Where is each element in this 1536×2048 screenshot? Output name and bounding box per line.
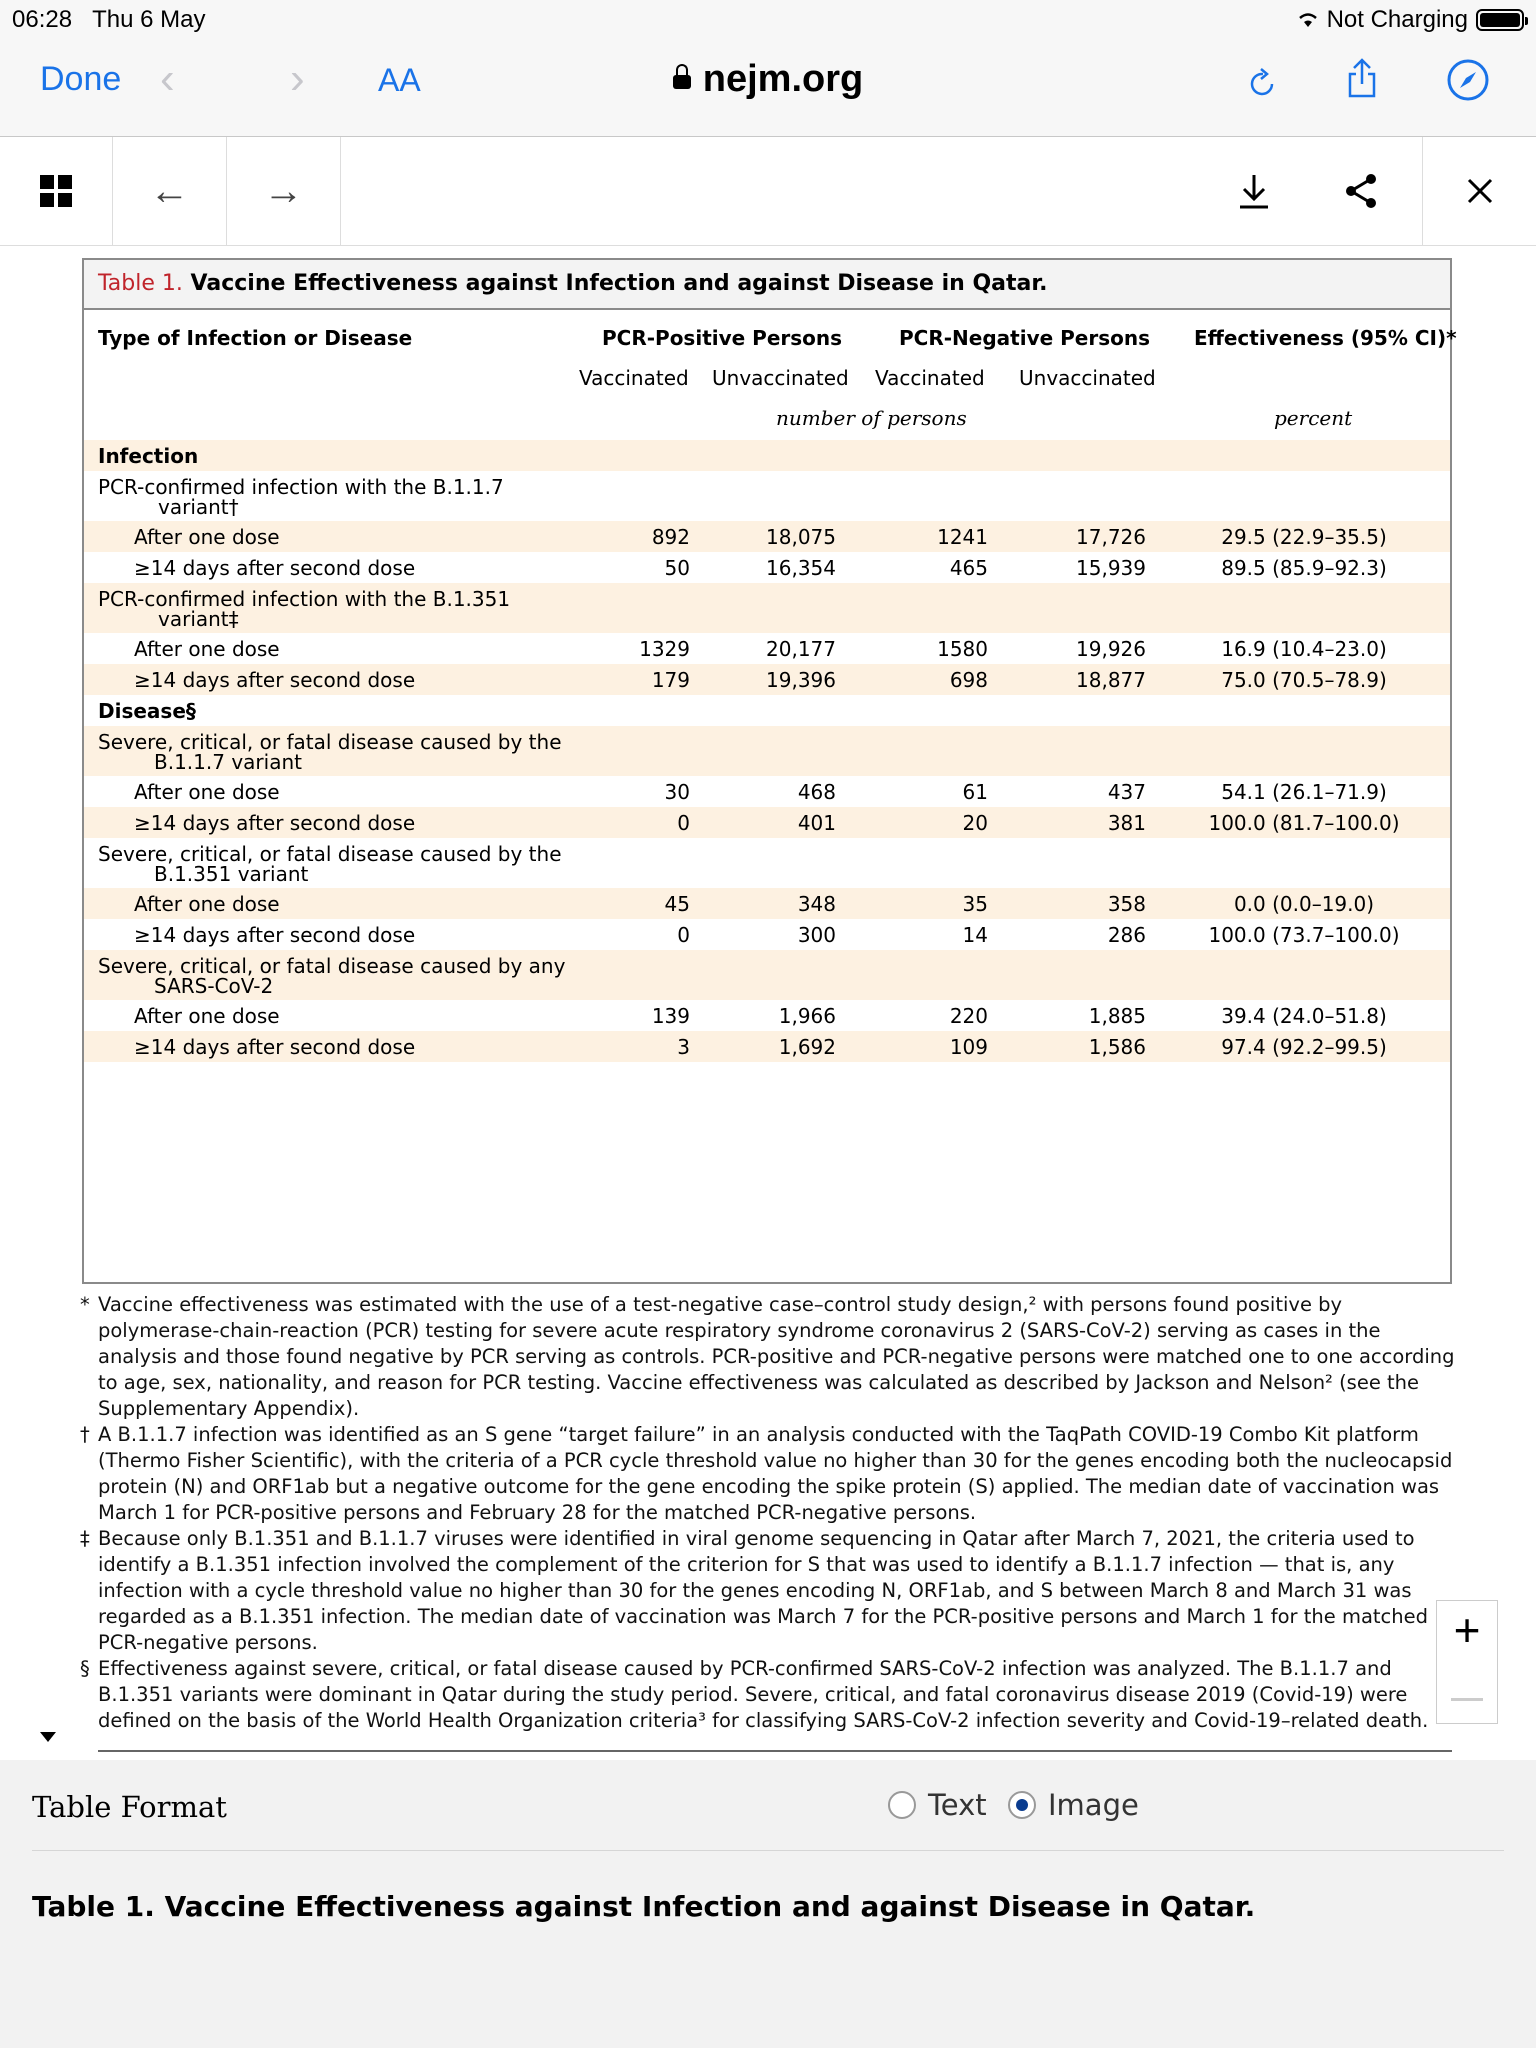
next-button[interactable]: [227, 137, 341, 245]
col-header-pcr-positive: PCR-Positive Persons: [602, 326, 843, 350]
table-cell: 179: [651, 668, 690, 692]
radio-image[interactable]: [1008, 1788, 1139, 1822]
grid-icon: [40, 175, 72, 207]
footnote-mark: ‡: [80, 1527, 90, 1550]
table-image: [82, 258, 1457, 1284]
subheader-vaccinated: Vaccinated: [875, 366, 985, 390]
download-icon[interactable]: [1236, 171, 1272, 211]
table-cell: 30: [664, 780, 690, 804]
row-label: Disease§: [98, 699, 196, 723]
table-cell: 437: [1107, 780, 1146, 804]
row-label: ≥14 days after second dose: [134, 1035, 416, 1059]
table-row: [84, 726, 1450, 776]
table-row: [84, 1031, 1450, 1062]
row-label: PCR-confirmed infection with the B.1.1.7: [98, 475, 504, 499]
row-label: After one dose: [134, 1004, 280, 1028]
table-cell: 19,926: [1076, 637, 1146, 661]
table-row: [84, 440, 1450, 471]
table-caption: Table 1. Vaccine Effectiveness against Infection and against Disease in Qatar.: [32, 1890, 1256, 1923]
table-cell: 19,396: [766, 668, 836, 692]
table-row: [84, 695, 1450, 726]
table-cell: 3: [677, 1035, 690, 1059]
effectiveness-cell: 75.0 (70.5–78.9): [1221, 668, 1387, 692]
status-time: 06:28 Thu 6 May: [12, 6, 206, 33]
table-cell: 300: [797, 923, 836, 947]
done-button[interactable]: Done: [40, 60, 122, 98]
article-page: [0, 246, 1536, 1760]
footnote-text: Because only B.1.351 and B.1.1.7 viruses were identified in viral genome sequencing in Qatar after March 7, 2021, the criteria used to identify a B.1.351 infection involved the complement of the criterion for S that was used to identify a B.1.1.7 infection — that is, any infection with a cycle threshold value no higher than 30 for the genes encoding N, ORF1ab, and S between March 8 and March 31 was regarded as a B.1.351 infection. The median date of vaccination was March 7 for the PCR-positive persons and March 1 for the matched PCR-negative persons.: [98, 1527, 1428, 1654]
text-size-button[interactable]: AA: [378, 62, 421, 98]
close-icon: [1465, 176, 1495, 206]
table-cell: 109: [949, 1035, 988, 1059]
arrow-left-icon: ←: [149, 168, 190, 213]
reload-icon[interactable]: [1248, 66, 1278, 100]
footnote-mark: §: [80, 1657, 90, 1680]
table-row: [84, 471, 1450, 521]
prev-button[interactable]: [113, 137, 227, 245]
zoom-in-button[interactable]: +: [1453, 1604, 1481, 1656]
back-icon[interactable]: ‹: [160, 54, 175, 103]
table-cell: 45: [664, 892, 690, 916]
wifi-icon: [1297, 11, 1319, 29]
zoom-control: [1436, 1600, 1498, 1724]
table-cell: 1,692: [778, 1035, 836, 1059]
table-cell: 61: [962, 780, 988, 804]
table-cell: 286: [1107, 923, 1146, 947]
effectiveness-cell: 97.4 (92.2–99.5): [1221, 1035, 1387, 1059]
footnote: [78, 1292, 1458, 1422]
row-label: Severe, critical, or fatal disease caused by the: [98, 730, 562, 754]
table-cell: 1,966: [778, 1004, 836, 1028]
effectiveness-cell: 0.0 (0.0–19.0): [1233, 892, 1375, 916]
radio-image-circle[interactable]: [1008, 1791, 1036, 1819]
table-cell: 18,877: [1076, 668, 1146, 692]
table-cell: 17,726: [1076, 525, 1146, 549]
unit-number-of-persons: number of persons: [776, 406, 967, 430]
row-label: PCR-confirmed infection with the B.1.351: [98, 587, 511, 611]
radio-text[interactable]: [888, 1788, 987, 1822]
footnote-text: A B.1.1.7 infection was identified as an S gene “target failure” in an analysis conducted with the TaqPath COVID-19 Combo Kit platform (Thermo Fisher Scientific), with the criteria of a PCR cycle threshold value no higher than 30 for the genes encoding both the nucleocapsid protein (N) and ORF1ab but a negative outcome for the gene encoding the spike protein (S) applied. The median date of vaccination was March 1 for PCR-positive persons and February 28 for the matched PCR-negative persons.: [98, 1423, 1453, 1524]
table-row: [84, 919, 1450, 950]
table-row: [84, 583, 1450, 633]
effectiveness-cell: 89.5 (85.9–92.3): [1221, 556, 1387, 580]
subheader-unvaccinated: Unvaccinated: [712, 366, 849, 390]
table-cell: 348: [797, 892, 836, 916]
row-label-continued: variant‡: [158, 607, 239, 631]
row-label: ≥14 days after second dose: [134, 556, 416, 580]
row-label-continued: B.1.1.7 variant: [154, 750, 302, 774]
table-cell: 15,939: [1076, 556, 1146, 580]
footnote-mark: †: [80, 1423, 90, 1446]
table-row: [84, 552, 1450, 583]
table-cell: 892: [651, 525, 690, 549]
row-label: After one dose: [134, 637, 280, 661]
table-row: [84, 888, 1450, 919]
col-header-type: Type of Infection or Disease: [98, 326, 413, 350]
url-bar[interactable]: [0, 58, 1536, 101]
col-header-effectiveness: Effectiveness (95% CI)*: [1194, 326, 1457, 350]
grid-button[interactable]: [0, 137, 113, 245]
col-header-pcr-negative: PCR-Negative Persons: [899, 326, 1151, 350]
table-cell: 698: [949, 668, 988, 692]
footnote-text: Vaccine effectiveness was estimated with the use of a test-negative case–control study design,² with persons found positive by polymerase-chain-reaction (PCR) testing for severe acute respiratory syndrome coronavirus 2 (SARS-CoV-2) serving as cases in the analysis and those found negative by PCR serving as controls. PCR-positive and PCR-negative persons were matched one to one according to age, sex, nationality, and reason for PCR testing. Vaccine effectiveness was calculated as described by Jackson and Nelson² (see the Supplementary Appendix).: [98, 1293, 1455, 1420]
share-icon[interactable]: [1344, 56, 1380, 100]
zoom-out-button[interactable]: [1451, 1698, 1483, 1701]
footnote-text: Effectiveness against severe, critical, or fatal disease caused by PCR-confirmed SARS-CoV-2 infection was analyzed. The B.1.1.7 and B.1.351 variants were dominant in Qatar during the study period. Severe, critical, and fatal coronavirus disease 2019 (Covid-19) were defined on the basis of the World Health Organization criteria³ for classifying SARS-CoV-2 infection severity and Covid-19–related death.: [98, 1657, 1429, 1732]
radio-text-label: Text: [928, 1788, 987, 1822]
radio-image-label: Image: [1048, 1788, 1139, 1822]
table-row: [84, 950, 1450, 1000]
close-button[interactable]: [1422, 137, 1536, 245]
effectiveness-cell: 100.0 (73.7–100.0): [1208, 923, 1400, 947]
compass-icon[interactable]: [1446, 58, 1490, 102]
table-cell: 1,586: [1088, 1035, 1146, 1059]
table-cell: 1241: [937, 525, 988, 549]
table-row: [84, 521, 1450, 552]
lock-icon: [673, 75, 691, 89]
table-footnotes: [78, 1292, 1458, 1734]
effectiveness-cell: 16.9 (10.4–23.0): [1221, 637, 1387, 661]
row-label-continued: variant†: [158, 495, 239, 519]
subheader-vaccinated: Vaccinated: [579, 366, 689, 390]
table-row: [84, 664, 1450, 695]
footnote: [78, 1656, 1458, 1734]
row-label-continued: B.1.351 variant: [154, 862, 309, 886]
table-cell: 20: [962, 811, 988, 835]
divider: [32, 1850, 1504, 1851]
table-cell: 401: [797, 811, 836, 835]
row-label: ≥14 days after second dose: [134, 811, 416, 835]
table-row: [84, 776, 1450, 807]
table-cell: 50: [664, 556, 690, 580]
table-row: [84, 838, 1450, 888]
row-label: After one dose: [134, 892, 280, 916]
table-cell: 381: [1107, 811, 1146, 835]
row-label: ≥14 days after second dose: [134, 668, 416, 692]
table-cell: 0: [677, 811, 690, 835]
footnote: [78, 1526, 1458, 1656]
table-cell: 1,885: [1088, 1004, 1146, 1028]
share-icon[interactable]: [1342, 171, 1380, 211]
table-format-label: Table Format: [32, 1790, 227, 1824]
table-cell: 14: [962, 923, 988, 947]
url-domain: nejm.org: [702, 58, 864, 100]
unit-percent: percent: [1274, 406, 1353, 430]
table-row: [84, 807, 1450, 838]
viewer-toolbar: [0, 137, 1536, 246]
browser-nav-bar: [0, 40, 1536, 137]
table-cell: 468: [797, 780, 836, 804]
row-label: Infection: [98, 444, 199, 468]
table-cell: 16,354: [766, 556, 836, 580]
table-cell: 18,075: [766, 525, 836, 549]
chevron-down-icon[interactable]: [40, 1732, 56, 1742]
footnote: [78, 1422, 1458, 1526]
table-cell: 139: [651, 1004, 690, 1028]
footnote-mark: *: [80, 1293, 90, 1316]
row-label-continued: SARS-CoV-2: [154, 974, 274, 998]
effectiveness-cell: 39.4 (24.0–51.8): [1221, 1004, 1387, 1028]
table-cell: 465: [949, 556, 988, 580]
status-right: [1297, 6, 1524, 34]
row-label: ≥14 days after second dose: [134, 923, 416, 947]
table-row: [84, 633, 1450, 664]
table-cell: 0: [677, 923, 690, 947]
battery-icon: [1476, 9, 1524, 31]
row-label: Severe, critical, or fatal disease caused by the: [98, 842, 562, 866]
arrow-right-icon: →: [263, 168, 304, 213]
radio-text-circle[interactable]: [888, 1791, 916, 1819]
table-row: [84, 1000, 1450, 1031]
effectiveness-cell: 54.1 (26.1–71.9): [1221, 780, 1387, 804]
table-cell: 35: [962, 892, 988, 916]
row-label: Severe, critical, or fatal disease caused by any: [98, 954, 566, 978]
charging-status: Not Charging: [1326, 6, 1468, 33]
table-cell: 1329: [639, 637, 690, 661]
table-title: Table 1. Vaccine Effectiveness against Infection and against Disease in Qatar.: [84, 260, 1450, 310]
row-label: After one dose: [134, 525, 280, 549]
forward-icon[interactable]: ›: [290, 54, 305, 103]
divider: [98, 1750, 1452, 1752]
effectiveness-cell: 100.0 (81.7–100.0): [1208, 811, 1400, 835]
subheader-unvaccinated: Unvaccinated: [1019, 366, 1156, 390]
table-format-panel: [0, 1760, 1536, 2048]
table-cell: 20,177: [766, 637, 836, 661]
table-cell: 220: [949, 1004, 988, 1028]
row-label: After one dose: [134, 780, 280, 804]
table-cell: 1580: [937, 637, 988, 661]
effectiveness-cell: 29.5 (22.9–35.5): [1221, 525, 1387, 549]
table-cell: 358: [1107, 892, 1146, 916]
status-bar: [0, 0, 1536, 40]
